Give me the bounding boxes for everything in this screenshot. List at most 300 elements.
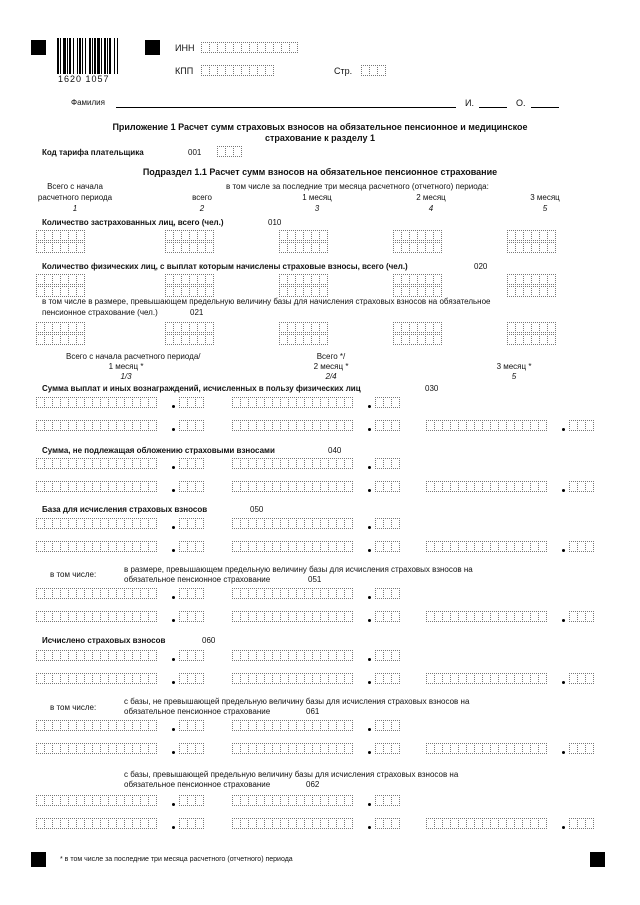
- input-cell[interactable]: [585, 673, 594, 684]
- input-cell[interactable]: [148, 481, 157, 492]
- row-030-col-4-dec[interactable]: [375, 420, 399, 432]
- col-number-4: 4: [428, 204, 434, 213]
- row-060-col-4-dec[interactable]: [375, 673, 399, 685]
- input-cell[interactable]: [344, 720, 353, 731]
- decimal-point: [562, 681, 565, 684]
- input-cell[interactable]: [547, 274, 556, 285]
- row-061-col-5-dec[interactable]: [569, 743, 593, 755]
- row-010-col-4b-field[interactable]: [393, 242, 441, 254]
- input-cell[interactable]: [148, 611, 157, 622]
- row-061-col-4-int[interactable]: [232, 743, 352, 755]
- input-cell[interactable]: [195, 795, 204, 806]
- input-cell[interactable]: [195, 518, 204, 529]
- input-cell[interactable]: [391, 720, 400, 731]
- input-cell[interactable]: [538, 818, 547, 829]
- col-month2: 2 месяц: [416, 193, 446, 202]
- input-cell[interactable]: [148, 743, 157, 754]
- row-061-col-1-int[interactable]: [36, 720, 156, 732]
- decimal-point: [562, 428, 565, 431]
- input-cell[interactable]: [265, 65, 274, 76]
- input-cell[interactable]: [148, 650, 157, 661]
- row-051-col-1-int[interactable]: [36, 588, 156, 600]
- row-030-col-2-dec[interactable]: [375, 397, 399, 409]
- row-050-label: База для исчисления страховых взносов: [42, 505, 208, 514]
- input-cell[interactable]: [148, 397, 157, 408]
- row-020-label: Количество физических лиц, с выплат которым начислены страховые взносы, всего (чел.): [42, 262, 408, 271]
- initial-o-field[interactable]: [531, 107, 559, 108]
- input-cell[interactable]: [585, 481, 594, 492]
- row-040-col-2-dec[interactable]: [375, 458, 399, 470]
- row-040-col-3-dec[interactable]: [179, 481, 203, 493]
- decimal-point: [172, 658, 175, 661]
- page-label: Стр.: [334, 66, 353, 76]
- input-cell[interactable]: [391, 541, 400, 552]
- input-cell[interactable]: [289, 42, 298, 53]
- input-cell[interactable]: [195, 458, 204, 469]
- surname-field[interactable]: [116, 107, 456, 108]
- row-021-col-1b-field[interactable]: [36, 334, 84, 346]
- decimal-point: [368, 526, 371, 529]
- row-020-col-2-field[interactable]: [165, 274, 213, 286]
- row-021-col-3-field[interactable]: [279, 322, 327, 334]
- row-051-col-4-int[interactable]: [232, 611, 352, 623]
- decimal-point: [368, 681, 371, 684]
- row-062-label: с базы, превышающей предельную величину базы для исчисления страховых взносов на: [124, 770, 459, 779]
- row-020-col-4-field[interactable]: [393, 274, 441, 286]
- input-cell[interactable]: [585, 541, 594, 552]
- decimal-point: [172, 619, 175, 622]
- input-cell[interactable]: [538, 420, 547, 431]
- input-cell[interactable]: [433, 286, 442, 297]
- row-051-code: 051: [308, 575, 322, 584]
- input-cell[interactable]: [344, 650, 353, 661]
- row-062-col-5-dec[interactable]: [569, 818, 593, 830]
- subsection-title: Подраздел 1.1 Расчет сумм взносов на обязательное пенсионное страхование: [142, 167, 498, 177]
- input-cell[interactable]: [547, 242, 556, 253]
- row-062-col-4-dec[interactable]: [375, 818, 399, 830]
- row-021-col-4-field[interactable]: [393, 322, 441, 334]
- input-cell[interactable]: [433, 230, 442, 241]
- row-030-label: Сумма выплат и иных вознаграждений, исчисленных в пользу физических лиц: [42, 384, 361, 393]
- input-cell[interactable]: [585, 743, 594, 754]
- row-021-col-2-field[interactable]: [165, 322, 213, 334]
- row-020-code: 020: [474, 262, 488, 271]
- col-mid-total: Всего с начала расчетного периода/: [66, 352, 201, 361]
- row-020-col-5b-field[interactable]: [507, 286, 555, 298]
- input-cell[interactable]: [195, 541, 204, 552]
- input-cell[interactable]: [76, 334, 85, 345]
- input-cell[interactable]: [195, 420, 204, 431]
- row-030-col-4-int[interactable]: [232, 420, 352, 432]
- input-cell[interactable]: [344, 611, 353, 622]
- barcode: [57, 38, 137, 74]
- row-061-col-4-dec[interactable]: [375, 743, 399, 755]
- input-cell[interactable]: [433, 274, 442, 285]
- row-050-col-5-dec[interactable]: [569, 541, 593, 553]
- row-040-col-5-int[interactable]: [426, 481, 546, 493]
- row-060-col-2-int[interactable]: [232, 650, 352, 662]
- col-mid-number-13: 1/3: [120, 372, 132, 381]
- row-062-col-2-int[interactable]: [232, 795, 352, 807]
- input-cell[interactable]: [391, 518, 400, 529]
- input-cell[interactable]: [319, 274, 328, 285]
- input-cell[interactable]: [148, 518, 157, 529]
- row-010-col-3-field[interactable]: [279, 230, 327, 242]
- input-cell[interactable]: [538, 743, 547, 754]
- row-010-col-2-field[interactable]: [165, 230, 213, 242]
- input-cell[interactable]: [76, 286, 85, 297]
- input-cell[interactable]: [377, 65, 386, 76]
- row-010-col-2b-field[interactable]: [165, 242, 213, 254]
- row-061-code: 061: [306, 707, 320, 716]
- row-021-code: 021: [190, 308, 204, 317]
- footnote: * в том числе за последние три месяца расчетного (отчетного) периода: [60, 856, 293, 863]
- input-cell[interactable]: [148, 673, 157, 684]
- decimal-point: [172, 803, 175, 806]
- input-cell[interactable]: [148, 541, 157, 552]
- row-040-col-2-int[interactable]: [232, 458, 352, 470]
- page-number-field[interactable]: [361, 65, 385, 77]
- row-062-col-2-dec[interactable]: [375, 795, 399, 807]
- input-cell[interactable]: [391, 673, 400, 684]
- row-061-label2: обязательное пенсионное страхование: [124, 707, 271, 716]
- row-040-col-1-dec[interactable]: [179, 458, 203, 470]
- input-cell[interactable]: [319, 322, 328, 333]
- row-020-col-4b-field[interactable]: [393, 286, 441, 298]
- row-050-col-1-int[interactable]: [36, 518, 156, 530]
- decimal-point: [562, 619, 565, 622]
- row-021-label: в том числе в размере, превышающем предельную величину базы для начисления страховых взносов на обязательное: [42, 297, 491, 306]
- col-mid-month3: 3 месяц *: [496, 362, 532, 371]
- row-010-col-5b-field[interactable]: [507, 242, 555, 254]
- row-062-col-4-int[interactable]: [232, 818, 352, 830]
- row-051-label2: обязательное пенсионное страхование: [124, 575, 271, 584]
- input-cell[interactable]: [319, 286, 328, 297]
- input-cell[interactable]: [344, 458, 353, 469]
- row-051-label: в размере, превышающем предельную величину базы для исчисления страховых взносов на: [124, 565, 473, 574]
- input-cell[interactable]: [547, 322, 556, 333]
- input-cell[interactable]: [148, 818, 157, 829]
- row-010-label: Количество застрахованных лиц, всего (чел.): [42, 218, 224, 227]
- row-021-col-3b-field[interactable]: [279, 334, 327, 346]
- col-number-2: 2: [199, 204, 205, 213]
- row-061-col-2-int[interactable]: [232, 720, 352, 732]
- decimal-point: [172, 489, 175, 492]
- inn-field[interactable]: [201, 42, 297, 54]
- col-mid-total-star: Всего */: [316, 352, 346, 361]
- input-cell[interactable]: [205, 242, 214, 253]
- input-cell[interactable]: [585, 818, 594, 829]
- decimal-point: [368, 728, 371, 731]
- input-cell[interactable]: [233, 146, 242, 157]
- row-051-col-5-int[interactable]: [426, 611, 546, 623]
- row-030-code: 030: [425, 384, 439, 393]
- row-010-col-5-field[interactable]: [507, 230, 555, 242]
- row-040-col-4-int[interactable]: [232, 481, 352, 493]
- row-030-col-3-dec[interactable]: [179, 420, 203, 432]
- input-cell[interactable]: [195, 481, 204, 492]
- row-062-col-1-dec[interactable]: [179, 795, 203, 807]
- row-010-col-1b-field[interactable]: [36, 242, 84, 254]
- barcode-bar: [118, 38, 119, 74]
- row-050-col-2-int[interactable]: [232, 518, 352, 530]
- row-061-col-2-dec[interactable]: [375, 720, 399, 732]
- row-050-col-1-dec[interactable]: [179, 518, 203, 530]
- row-021-label2: пенсионное страхование (чел.): [42, 308, 158, 317]
- input-cell[interactable]: [344, 673, 353, 684]
- row-060-col-5-int[interactable]: [426, 673, 546, 685]
- row-030-col-1-int[interactable]: [36, 397, 156, 409]
- input-cell[interactable]: [319, 334, 328, 345]
- input-cell[interactable]: [538, 673, 547, 684]
- row-051-col-3-dec[interactable]: [179, 611, 203, 623]
- input-cell[interactable]: [391, 458, 400, 469]
- row-060-col-2-dec[interactable]: [375, 650, 399, 662]
- col-mid-number-24: 2/4: [325, 372, 337, 381]
- appendix-title-line2: страхование к разделу 1: [264, 133, 375, 143]
- decimal-point: [172, 526, 175, 529]
- col-total: всего: [192, 193, 212, 202]
- decimal-point: [368, 596, 371, 599]
- col-total-line2: расчетного периода: [37, 193, 113, 202]
- decimal-point: [562, 826, 565, 829]
- row-050-col-5-int[interactable]: [426, 541, 546, 553]
- row-060-col-3-dec[interactable]: [179, 673, 203, 685]
- col-mid-number-5: 5: [511, 372, 517, 381]
- input-cell[interactable]: [433, 334, 442, 345]
- input-cell[interactable]: [547, 230, 556, 241]
- row-061-col-1-dec[interactable]: [179, 720, 203, 732]
- input-cell[interactable]: [433, 322, 442, 333]
- row-030-col-3-int[interactable]: [36, 420, 156, 432]
- corner-marker-top-mid: [145, 40, 160, 55]
- row-020-col-1b-field[interactable]: [36, 286, 84, 298]
- input-cell[interactable]: [195, 720, 204, 731]
- row-030-col-2-int[interactable]: [232, 397, 352, 409]
- input-cell[interactable]: [585, 611, 594, 622]
- row-010-col-1-field[interactable]: [36, 230, 84, 242]
- input-cell[interactable]: [391, 397, 400, 408]
- row-040-col-1-int[interactable]: [36, 458, 156, 470]
- input-cell[interactable]: [391, 818, 400, 829]
- row-062-col-1-int[interactable]: [36, 795, 156, 807]
- decimal-point: [172, 751, 175, 754]
- row-050-code: 050: [250, 505, 264, 514]
- surname-label: Фамилия: [71, 98, 105, 107]
- input-cell[interactable]: [205, 322, 214, 333]
- decimal-point: [172, 728, 175, 731]
- tariff-code: 001: [188, 148, 202, 157]
- input-cell[interactable]: [148, 795, 157, 806]
- decimal-point: [172, 596, 175, 599]
- row-062-col-5-int[interactable]: [426, 818, 546, 830]
- col-number-5: 5: [542, 204, 548, 213]
- col-total-line1: Всего с начала: [47, 182, 103, 191]
- decimal-point: [172, 405, 175, 408]
- row-061-col-3-dec[interactable]: [179, 743, 203, 755]
- row-050-col-2-dec[interactable]: [375, 518, 399, 530]
- row-021-col-1-field[interactable]: [36, 322, 84, 334]
- inn-label: ИНН: [175, 43, 195, 53]
- decimal-point: [368, 489, 371, 492]
- decimal-point: [172, 681, 175, 684]
- row-061-col-3-int[interactable]: [36, 743, 156, 755]
- row-060-col-4-int[interactable]: [232, 673, 352, 685]
- decimal-point: [172, 428, 175, 431]
- input-cell[interactable]: [538, 611, 547, 622]
- col-number-3: 3: [314, 204, 320, 213]
- row-051-col-5-dec[interactable]: [569, 611, 593, 623]
- row-060-label: Исчислено страховых взносов: [42, 636, 166, 645]
- input-cell[interactable]: [76, 322, 85, 333]
- input-cell[interactable]: [391, 743, 400, 754]
- row-040-col-4-dec[interactable]: [375, 481, 399, 493]
- row-021-col-4b-field[interactable]: [393, 334, 441, 346]
- appendix-title-line1: Приложение 1 Расчет сумм страховых взносов на обязательное пенсионное и медицинское: [112, 122, 528, 132]
- row-030-col-1-dec[interactable]: [179, 397, 203, 409]
- row-050-col-3-int[interactable]: [36, 541, 156, 553]
- input-cell[interactable]: [76, 242, 85, 253]
- input-cell[interactable]: [391, 795, 400, 806]
- input-cell[interactable]: [391, 588, 400, 599]
- row-060-col-3-int[interactable]: [36, 673, 156, 685]
- row-051-col-4-dec[interactable]: [375, 611, 399, 623]
- input-cell[interactable]: [585, 420, 594, 431]
- input-cell[interactable]: [391, 481, 400, 492]
- input-cell[interactable]: [344, 588, 353, 599]
- tariff-code-field[interactable]: [217, 146, 241, 158]
- decimal-point: [172, 466, 175, 469]
- input-cell[interactable]: [344, 541, 353, 552]
- input-cell[interactable]: [344, 818, 353, 829]
- row-021-col-2b-field[interactable]: [165, 334, 213, 346]
- row-020-col-5-field[interactable]: [507, 274, 555, 286]
- input-cell[interactable]: [344, 397, 353, 408]
- input-cell[interactable]: [538, 541, 547, 552]
- row-040-label: Сумма, не подлежащая обложению страховыми взносами: [42, 446, 275, 455]
- input-cell[interactable]: [391, 611, 400, 622]
- row-010-col-3b-field[interactable]: [279, 242, 327, 254]
- row-061-prefix: в том числе:: [50, 703, 97, 712]
- row-051-prefix: в том числе:: [50, 570, 97, 579]
- initial-i-field[interactable]: [479, 107, 507, 108]
- input-cell[interactable]: [205, 274, 214, 285]
- row-050-col-4-dec[interactable]: [375, 541, 399, 553]
- row-050-col-4-int[interactable]: [232, 541, 352, 553]
- input-cell[interactable]: [205, 230, 214, 241]
- initial-o-label: О.: [516, 98, 526, 108]
- row-060-col-1-dec[interactable]: [179, 650, 203, 662]
- input-cell[interactable]: [195, 588, 204, 599]
- row-030-col-5-int[interactable]: [426, 420, 546, 432]
- row-051-col-3-int[interactable]: [36, 611, 156, 623]
- barcode-number: 1620 1057: [58, 74, 110, 84]
- input-cell[interactable]: [319, 242, 328, 253]
- row-010-col-4-field[interactable]: [393, 230, 441, 242]
- input-cell[interactable]: [148, 420, 157, 431]
- decimal-point: [368, 428, 371, 431]
- row-030-col-5-dec[interactable]: [569, 420, 593, 432]
- input-cell[interactable]: [547, 286, 556, 297]
- row-061-label: с базы, не превышающей предельную величину базы для исчисления страховых взносов на: [124, 697, 470, 706]
- row-021-col-5b-field[interactable]: [507, 334, 555, 346]
- row-040-col-3-int[interactable]: [36, 481, 156, 493]
- kpp-label: КПП: [175, 66, 194, 76]
- input-cell[interactable]: [148, 458, 157, 469]
- input-cell[interactable]: [547, 334, 556, 345]
- row-060-col-1-int[interactable]: [36, 650, 156, 662]
- input-cell[interactable]: [344, 518, 353, 529]
- row-020-col-3b-field[interactable]: [279, 286, 327, 298]
- input-cell[interactable]: [148, 588, 157, 599]
- input-cell[interactable]: [195, 650, 204, 661]
- row-062-col-3-int[interactable]: [36, 818, 156, 830]
- kpp-field[interactable]: [201, 65, 273, 77]
- row-040-code: 040: [328, 446, 342, 455]
- col-mid-month2: 2 месяц *: [313, 362, 349, 371]
- input-cell[interactable]: [538, 481, 547, 492]
- input-cell[interactable]: [344, 481, 353, 492]
- row-060-col-5-dec[interactable]: [569, 673, 593, 685]
- decimal-point: [172, 549, 175, 552]
- col-incl-last3: в том числе за последние три месяца расчетного (отчетного) периода:: [226, 182, 489, 191]
- input-cell[interactable]: [205, 334, 214, 345]
- input-cell[interactable]: [344, 420, 353, 431]
- row-051-col-2-int[interactable]: [232, 588, 352, 600]
- input-cell[interactable]: [433, 242, 442, 253]
- corner-marker-bottom-left: [31, 852, 46, 867]
- row-051-col-1-dec[interactable]: [179, 588, 203, 600]
- row-062-label2: обязательное пенсионное страхование: [124, 780, 271, 789]
- decimal-point: [368, 549, 371, 552]
- input-cell[interactable]: [76, 230, 85, 241]
- col-mid-month1: 1 месяц *: [108, 362, 144, 371]
- initial-i-label: И.: [465, 98, 474, 108]
- decimal-point: [368, 466, 371, 469]
- input-cell[interactable]: [148, 720, 157, 731]
- input-cell[interactable]: [195, 743, 204, 754]
- col-number-1: 1: [72, 204, 78, 213]
- row-021-col-5-field[interactable]: [507, 322, 555, 334]
- col-month1: 1 месяц: [302, 193, 332, 202]
- row-020-col-1-field[interactable]: [36, 274, 84, 286]
- input-cell[interactable]: [319, 230, 328, 241]
- input-cell[interactable]: [391, 420, 400, 431]
- input-cell[interactable]: [344, 795, 353, 806]
- row-020-col-2b-field[interactable]: [165, 286, 213, 298]
- row-040-col-5-dec[interactable]: [569, 481, 593, 493]
- input-cell[interactable]: [195, 397, 204, 408]
- row-020-col-3-field[interactable]: [279, 274, 327, 286]
- input-cell[interactable]: [205, 286, 214, 297]
- decimal-point: [368, 619, 371, 622]
- tariff-label: Код тарифа плательщика: [42, 148, 144, 157]
- decimal-point: [368, 405, 371, 408]
- input-cell[interactable]: [195, 611, 204, 622]
- row-051-col-2-dec[interactable]: [375, 588, 399, 600]
- decimal-point: [368, 658, 371, 661]
- row-061-col-5-int[interactable]: [426, 743, 546, 755]
- input-cell[interactable]: [195, 818, 204, 829]
- row-062-col-3-dec[interactable]: [179, 818, 203, 830]
- input-cell[interactable]: [195, 673, 204, 684]
- input-cell[interactable]: [344, 743, 353, 754]
- input-cell[interactable]: [76, 274, 85, 285]
- input-cell[interactable]: [391, 650, 400, 661]
- row-050-col-3-dec[interactable]: [179, 541, 203, 553]
- decimal-point: [368, 803, 371, 806]
- decimal-point: [172, 826, 175, 829]
